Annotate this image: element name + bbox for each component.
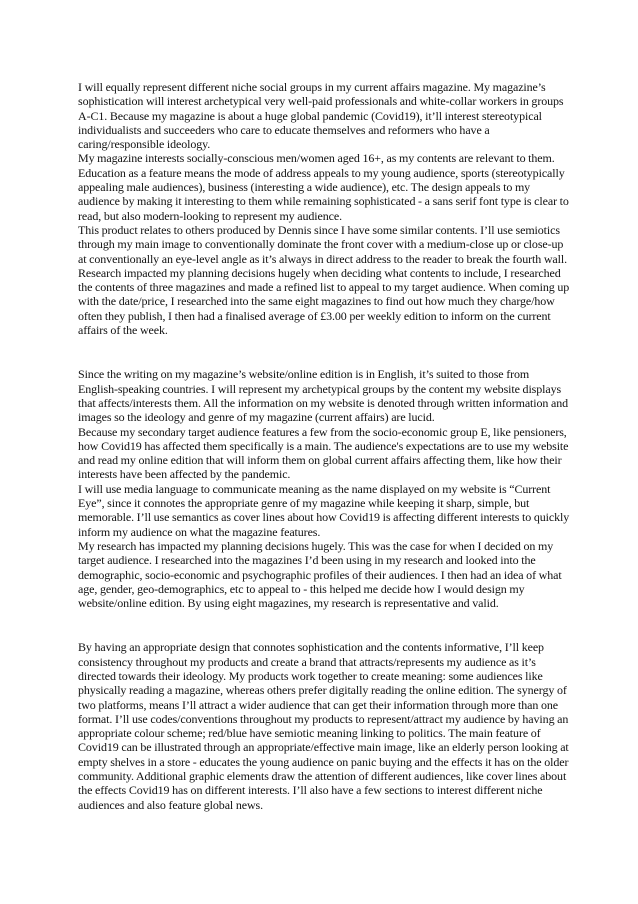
paragraph-representation: I will equally represent different niche social groups in my current affairs magazine. My magazine’s sophistication will interest archetypical very well-paid professionals and white-collar workers in groups A-C1. Because my magazine is about a huge global pandemic (Covid19), it’ll interest stereotypical individualists and succeeders who care to educate themselves and reformers who have a caring/responsible ideology. [78,80,564,152]
section-synergy [78,640,570,812]
paragraph-website-research: My research has impacted my planning decisions hugely. This was the case for when I decided on my target audience. I researched into the magazines I’d been using in my research and looked into the demographic, socio-economic and psychographic profiles of their audiences. I then had an idea of what age, gender, geo-demographics, etc to appeal to - this helped me decide how I would design my website/online edition. By using eight magazines, my research is representative and valid. [78,538,562,611]
paragraph-media-language: I will use media language to communicate meaning as the name displayed on my website is “Current Eye”, since it connotes the appropriate genre of my magazine while keeping it sharp, simple, but memorable. I’ll use semantics as cover lines about how Covid19 is affecting different interests to quickly inform my audience on what the magazine features. [78,481,570,539]
paragraph-industry-semiotics: This product relates to others produced by Dennis since I have some similar contents. I’ll use semiotics through my main image to conventionally dominate the front cover with a medium-close up or close-up at conventionally an eye-level angle as it’s always in direct address to the reader to break the fourth wall. [78,222,567,266]
document-page [78,80,570,812]
paragraph-website-language: Since the writing on my magazine’s website/online edition is in English, it’s suited to those from English-speaking countries. I will represent my archetypical groups by the content my website displays that affects/interests them. All the information on my website is denoted through written information and images so the ideology and genre of my magazine (current affairs) are lucid. [78,367,569,425]
paragraph-secondary-audience: Because my secondary target audience features a few from the socio-economic group E, like pensioners, how Covid19 has affected them specifically is a main. The audience's expectations are to use my website and read my online edition that will inform them on global current affairs affecting them, like how their interests have been affected by the pandemic. [78,424,569,482]
paragraph-target-audience: My magazine interests socially-conscious men/women aged 16+, as my contents are relevant to them. Education as a feature means the mode of address appeals to my young audience, sports (stereotypically appealing male audiences), business (interesting a wide audience), etc. The design appeals to my audience by making it interesting to them while remaining sophisticated - a sans serif font type is clear to read, but also modern-looking to represent my audience. [78,151,569,223]
section-print-magazine [78,80,570,337]
section-website [78,367,570,610]
paragraph-design-synergy: By having an appropriate design that connotes sophistication and the contents informative, I’ll keep consistency throughout my products and create a brand that attracts/represents my audience as it’s directed towards their ideology. My products work together to create meaning: some audiences like physically reading a magazine, whereas others prefer digitally reading the online edition. The synergy of two platforms, means I’ll attract a wider audience that can get their information through more than one format. I’ll use codes/conventions throughout my products to represent/attract my audience by having an appropriate colour scheme; red/blue have semiotic meaning linking to politics. The main feature of Covid19 can be illustrated through an appropriate/effective main image, like an elderly person looking at empty shelves in a store - educates the young audience on panic buying and the effects it has on the older community. Additional graphic elements draw the attention of different audiences, like cover lines about the effects Covid19 has on different interests. I’ll also have a few sections to interest different niche audiences and also feature global news. [78,640,569,812]
paragraph-research: Research impacted my planning decisions hugely when deciding what contents to include, I researched the contents of three magazines and made a refined list to appeal to my target audience. When coming up with the date/price, I researched into the same eight magazines to find out how much they charge/how often they publish, I then had a finalised average of £3.00 per weekly edition to inform on the current affairs of the week. [78,265,570,338]
